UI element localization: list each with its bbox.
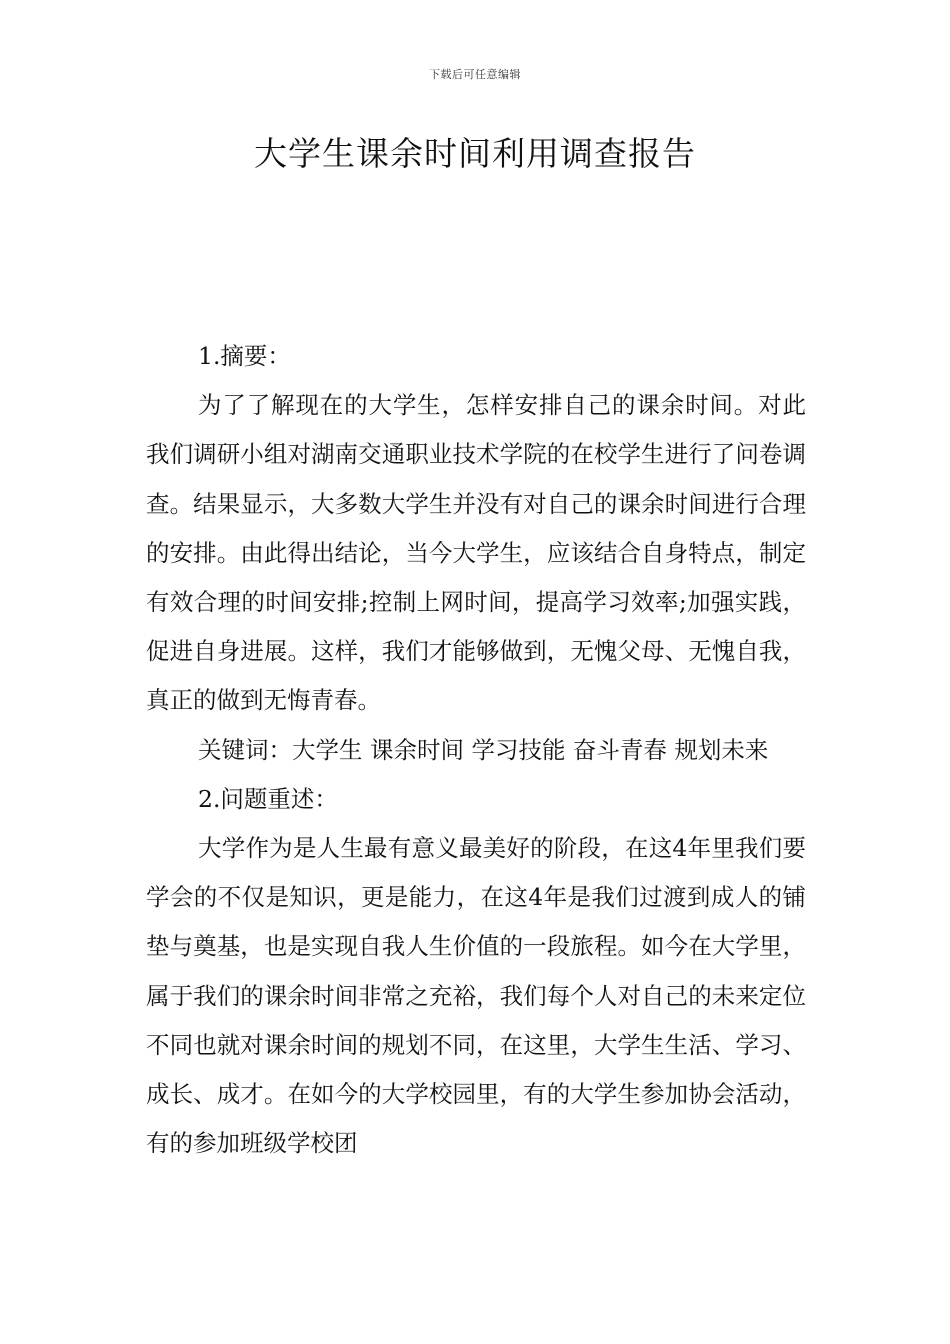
document-body (146, 332, 806, 1168)
header-note: 下载后可任意编辑 (429, 68, 521, 81)
problem-heading: 2.问题重述： (198, 784, 338, 813)
abstract-paragraph: 为了了解现在的大学生，怎样安排自己的课余时间。对此我们调研小组对湖南交通职业技术学院的在校学生进行了问卷调查。结果显示，大多数大学生并没有对自己的课余时间进行合理的安排。由此得出结论，当今大学生，应该结合自身特点，制定有效合理的时间安排;控制上网时间，提高学习效率;加强实践，促进自身进展。这样，我们才能够做到，无愧父母、无愧自我，真正的做到无悔青春。 (146, 391, 806, 715)
abstract-heading: 1.摘要： (198, 342, 291, 370)
problem-paragraph: 大学作为是人生最有意义最美好的阶段，在这4年里我们要学会的不仅是知识，更是能力，在这4年是我们过渡到成人的铺垫与奠基，也是实现自我人生价值的一段旅程。如今在大学里，属于我们的课余时间非常之充裕，我们每个人对自己的未来定位不同也就对课余时间的规划不同，在这里，大学生生活、学习、成长、成才。在如今的大学校园里，有的大学生参加协会活动，有的参加班级学校团 (146, 834, 806, 1158)
keywords-paragraph: 关键词：大学生 课余时间 学习技能 奋斗青春 规划未来 (198, 735, 769, 764)
document-title: 大学生课余时间利用调查报告 (254, 134, 696, 173)
